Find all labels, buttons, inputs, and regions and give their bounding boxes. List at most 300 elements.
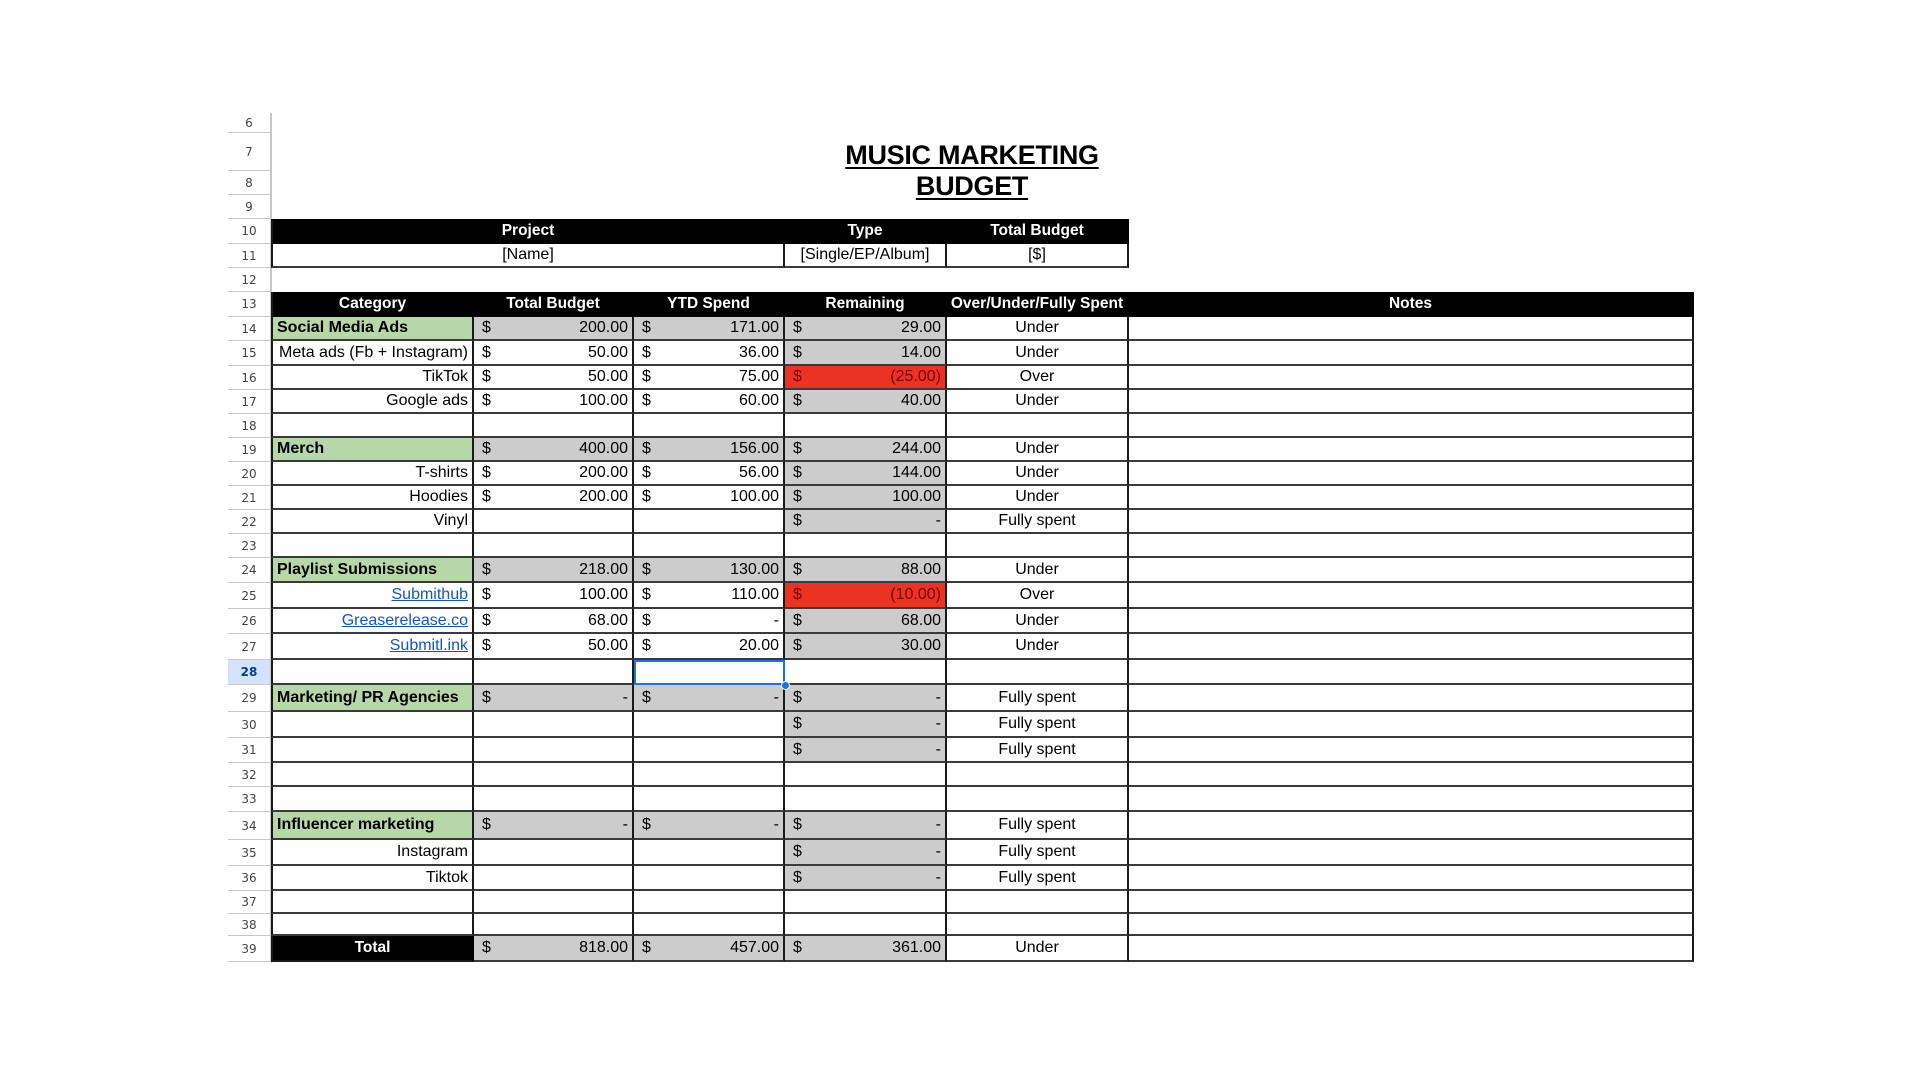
project-header-project: Project (271, 219, 785, 244)
category-label: Google ads (386, 392, 468, 409)
notes-cell-row-17[interactable] (1129, 390, 1694, 414)
category-cell-row-21[interactable] (271, 486, 474, 510)
ytd-spend-cell-row-37[interactable] (634, 891, 785, 914)
row-header-37[interactable]: 37 (228, 891, 271, 914)
ytd-spend-cell-row-25[interactable] (634, 583, 785, 609)
total-budget-cell-row-25-amount: 100.00 (579, 586, 628, 603)
category-cell-row-26[interactable] (271, 609, 474, 634)
remaining-cell-row-30[interactable] (785, 712, 947, 738)
ytd-spend-cell-row-20[interactable] (634, 462, 785, 486)
status-cell-row-16[interactable]: Over (947, 366, 1129, 390)
notes-cell-row-38[interactable] (1129, 914, 1694, 936)
total-budget-cell-row-17-currency: $ (482, 392, 491, 409)
remaining-cell-row-16[interactable] (785, 366, 947, 390)
total-budget-cell-row-17[interactable] (474, 390, 634, 414)
row-header-31[interactable]: 31 (228, 738, 271, 763)
ytd-spend-cell-row-16-amount: 75.00 (738, 368, 779, 385)
total-budget-cell-row-25[interactable] (474, 583, 634, 609)
category-cell-row-23[interactable] (271, 534, 474, 558)
category-cell-row-35[interactable] (271, 840, 474, 866)
ytd-spend-cell-row-18[interactable] (634, 414, 785, 438)
category-cell-row-18[interactable] (271, 414, 474, 438)
status-cell-row-22[interactable]: Fully spent (947, 510, 1129, 534)
notes-cell-row-14[interactable] (1129, 317, 1694, 341)
ytd-spend-cell-row-17-currency: $ (642, 392, 651, 409)
column-header-notes: Notes (1129, 292, 1694, 317)
total-budget-cell-row-21[interactable] (474, 486, 634, 510)
row-header-11[interactable]: 11 (228, 244, 271, 268)
row-header-19[interactable]: 19 (228, 438, 271, 462)
row-header-13[interactable]: 13 (228, 292, 271, 317)
remaining-cell-row-15-currency: $ (793, 343, 802, 361)
remaining-cell-row-24-amount: 88.00 (900, 560, 941, 578)
notes-cell-row-21[interactable] (1129, 486, 1694, 510)
category-label: Vinyl (433, 512, 468, 529)
ytd-spend-cell-row-24-amount: 130.00 (730, 560, 779, 578)
total-budget-cell-row-37[interactable] (474, 891, 634, 914)
total-budget-cell-row-29-currency: $ (482, 688, 491, 706)
remaining-cell-row-24-currency: $ (793, 560, 802, 578)
total-budget-cell-row-33[interactable] (474, 787, 634, 812)
category-cell-row-17[interactable] (271, 390, 474, 414)
notes-cell-row-29[interactable] (1129, 685, 1694, 712)
remaining-cell-row-17[interactable] (785, 390, 947, 414)
notes-cell-row-15[interactable] (1129, 341, 1694, 366)
remaining-cell-row-24[interactable] (785, 558, 947, 583)
remaining-cell-row-25-currency: $ (793, 586, 802, 603)
remaining-cell-row-22-currency: $ (793, 512, 802, 529)
ytd-spend-cell-row-28[interactable] (634, 660, 785, 685)
status-cell-row-37[interactable] (947, 891, 1129, 914)
remaining-cell-row-22-amount: - (935, 512, 941, 529)
total-budget-cell-row-15[interactable] (474, 341, 634, 366)
category-cell-row-34[interactable] (271, 812, 474, 840)
row-header-24[interactable]: 24 (228, 558, 271, 583)
ytd-spend-sum-amount: 457.00 (730, 939, 779, 956)
remaining-cell-row-30-amount: - (935, 715, 941, 732)
total-budget-cell-row-27-amount: 50.00 (587, 637, 628, 654)
ytd-spend-cell-row-27-amount: 20.00 (738, 637, 779, 654)
ytd-spend-cell-row-20-amount: 56.00 (738, 464, 779, 481)
ytd-spend-cell-row-16-currency: $ (642, 368, 651, 385)
total-budget-cell-row-24[interactable] (474, 558, 634, 583)
notes-cell-row-32[interactable] (1129, 763, 1694, 787)
ytd-spend-cell-row-19[interactable] (634, 438, 785, 462)
column-header-total-budget: Total Budget (474, 292, 634, 317)
row-header-8[interactable]: 8 (228, 171, 271, 195)
remaining-cell-row-20[interactable] (785, 462, 947, 486)
total-budget-cell-row-16[interactable] (474, 366, 634, 390)
notes-cell-row-16[interactable] (1129, 366, 1694, 390)
remaining-cell-row-21[interactable] (785, 486, 947, 510)
row-header-27[interactable]: 27 (228, 634, 271, 660)
row-header-35[interactable]: 35 (228, 840, 271, 866)
category-cell-row-27[interactable] (271, 634, 474, 660)
remaining-cell-row-14-amount: 29.00 (900, 319, 941, 336)
category-cell-row-31[interactable] (271, 738, 474, 763)
status-cell-row-30[interactable]: Fully spent (947, 712, 1129, 738)
project-value-total-budget[interactable]: [$] (947, 244, 1129, 268)
status-cell-row-31[interactable]: Fully spent (947, 738, 1129, 763)
ytd-spend-cell-row-27[interactable] (634, 634, 785, 660)
ytd-spend-cell-row-34[interactable] (634, 812, 785, 840)
remaining-cell-row-16-currency: $ (793, 368, 802, 385)
status-cell-row-32[interactable] (947, 763, 1129, 787)
ytd-spend-cell-row-29[interactable] (634, 685, 785, 712)
total-budget-cell-row-21-amount: 200.00 (579, 488, 628, 505)
ytd-spend-cell-row-31[interactable] (634, 738, 785, 763)
status-cell-row-24[interactable]: Under (947, 558, 1129, 583)
row-header-16[interactable]: 16 (228, 366, 271, 390)
remaining-cell-row-14[interactable] (785, 317, 947, 341)
ytd-spend-cell-row-25-amount: 110.00 (731, 586, 779, 603)
total-budget-cell-row-36[interactable] (474, 866, 634, 891)
total-budget-cell-row-16-amount: 50.00 (587, 368, 628, 385)
remaining-cell-row-36[interactable] (785, 866, 947, 891)
total-budget-cell-row-34-amount: - (622, 816, 628, 833)
remaining-cell-row-23[interactable] (785, 534, 947, 558)
notes-cell-row-27[interactable] (1129, 634, 1694, 660)
ytd-spend-cell-row-17-amount: 60.00 (738, 392, 779, 409)
category-cell-row-22[interactable] (271, 510, 474, 534)
ytd-spend-cell-row-14[interactable] (634, 317, 785, 341)
category-cell-row-30[interactable] (271, 712, 474, 738)
ytd-spend-cell-row-38[interactable] (634, 914, 785, 936)
remaining-cell-row-26-currency: $ (793, 611, 802, 629)
remaining-cell-row-37[interactable] (785, 891, 947, 914)
total-budget-cell-row-15-amount: 50.00 (587, 343, 628, 361)
status-cell-row-17[interactable]: Under (947, 390, 1129, 414)
notes-cell-row-25[interactable] (1129, 583, 1694, 609)
category-label: Meta ads (Fb + Instagram) (279, 343, 468, 361)
row-header-23[interactable]: 23 (228, 534, 271, 558)
ytd-spend-cell-row-15-amount: 36.00 (738, 343, 779, 361)
notes-cell-row-28[interactable] (1129, 660, 1694, 685)
row-header-26[interactable]: 26 (228, 609, 271, 634)
ytd-spend-cell-row-36[interactable] (634, 866, 785, 891)
status-cell-row-34[interactable]: Fully spent (947, 812, 1129, 840)
row-header-9[interactable]: 9 (228, 195, 271, 219)
remaining-cell-row-34[interactable] (785, 812, 947, 840)
total-budget-cell-row-19[interactable] (474, 438, 634, 462)
total-budget-cell-row-34-currency: $ (482, 816, 491, 833)
total-budget-cell-row-27[interactable] (474, 634, 634, 660)
column-header-category: Category (271, 292, 474, 317)
ytd-spend-cell-row-21-currency: $ (642, 488, 651, 505)
row-header-18[interactable]: 18 (228, 414, 271, 438)
ytd-spend-cell-row-24-currency: $ (642, 560, 651, 578)
project-header-total-budget: Total Budget (947, 219, 1129, 244)
remaining-cell-row-16-amount: (25.00) (890, 368, 941, 385)
category-cell-row-38[interactable] (271, 914, 474, 936)
total-budget-cell-row-28[interactable] (474, 660, 634, 685)
ytd-spend-cell-row-34-amount: - (773, 816, 779, 833)
remaining-cell-row-32[interactable] (785, 763, 947, 787)
total-budget-cell-row-20-amount: 200.00 (579, 464, 628, 481)
total-budget-cell-row-16-currency: $ (482, 368, 491, 385)
total-budget-cell-row-29-amount: - (622, 688, 628, 706)
row-header-15[interactable]: 15 (228, 341, 271, 366)
total-budget-cell-row-22[interactable] (474, 510, 634, 534)
remaining-cell-row-31-amount: - (935, 740, 941, 758)
remaining-cell-row-19[interactable] (785, 438, 947, 462)
remaining-cell-row-20-amount: 144.00 (892, 464, 941, 481)
remaining-cell-row-35-amount: - (935, 843, 941, 860)
remaining-cell-row-31[interactable] (785, 738, 947, 763)
column-header-remaining: Remaining (785, 292, 947, 317)
row-header-25[interactable]: 25 (228, 583, 271, 609)
total-budget-cell-row-20-currency: $ (482, 464, 491, 481)
ytd-spend-cell-row-29-currency: $ (642, 688, 651, 706)
status-cell-row-27[interactable]: Under (947, 634, 1129, 660)
ytd-spend-cell-row-14-amount: 171.00 (730, 319, 779, 336)
remaining-cell-row-31-currency: $ (793, 740, 802, 758)
category-cell-row-29[interactable] (271, 685, 474, 712)
total-label-cell: Total (271, 936, 474, 962)
status-cell-row-25[interactable]: Over (947, 583, 1129, 609)
notes-cell-row-26[interactable] (1129, 609, 1694, 634)
ytd-spend-cell-row-19-currency: $ (642, 440, 651, 457)
row-header-32[interactable]: 32 (228, 763, 271, 787)
row-header-20[interactable]: 20 (228, 462, 271, 486)
ytd-spend-cell-row-22[interactable] (634, 510, 785, 534)
remaining-cell-row-25-amount: (10.00) (890, 586, 941, 603)
notes-cell-row-23[interactable] (1129, 534, 1694, 558)
row-header-34[interactable]: 34 (228, 812, 271, 840)
remaining-cell-row-27-amount: 30.00 (900, 637, 941, 654)
status-cell-row-18[interactable] (947, 414, 1129, 438)
remaining-cell-row-21-currency: $ (793, 488, 802, 505)
remaining-cell-row-35[interactable] (785, 840, 947, 866)
row-header-12[interactable]: 12 (228, 268, 271, 292)
total-budget-cell-row-14-amount: 200.00 (579, 319, 628, 336)
notes-cell-row-36[interactable] (1129, 866, 1694, 891)
total-budget-cell-row-38[interactable] (474, 914, 634, 936)
remaining-cell-row-27[interactable] (785, 634, 947, 660)
status-cell-row-29[interactable]: Fully spent (947, 685, 1129, 712)
total-budget-cell-row-30[interactable] (474, 712, 634, 738)
ytd-spend-cell-row-26-currency: $ (642, 611, 651, 629)
ytd-spend-cell-row-24[interactable] (634, 558, 785, 583)
total-budget-cell-row-24-amount: 218.00 (579, 560, 628, 578)
category-link[interactable]: Submithub (391, 586, 468, 603)
notes-cell-row-19[interactable] (1129, 438, 1694, 462)
ytd-spend-cell-row-30[interactable] (634, 712, 785, 738)
remaining-cell-row-15[interactable] (785, 341, 947, 366)
category-cell-row-32[interactable] (271, 763, 474, 787)
remaining-sum-currency: $ (793, 939, 802, 956)
ytd-spend-cell-row-34-currency: $ (642, 816, 651, 833)
row-header-6[interactable]: 6 (228, 113, 271, 133)
category-link[interactable]: Greaserelease.co (341, 611, 468, 629)
ytd-spend-cell-row-21[interactable] (634, 486, 785, 510)
category-cell-row-20[interactable] (271, 462, 474, 486)
total-budget-cell-row-14[interactable] (474, 317, 634, 341)
remaining-cell-row-17-amount: 40.00 (900, 392, 941, 409)
ytd-spend-sum[interactable] (634, 936, 785, 962)
total-budget-cell-row-27-currency: $ (482, 637, 491, 654)
row-header-14[interactable]: 14 (228, 317, 271, 341)
row-header-38[interactable]: 38 (228, 914, 271, 936)
ytd-spend-cell-row-35[interactable] (634, 840, 785, 866)
total-budget-cell-row-21-currency: $ (482, 488, 491, 505)
remaining-cell-row-34-currency: $ (793, 816, 802, 833)
remaining-cell-row-33[interactable] (785, 787, 947, 812)
total-budget-cell-row-25-currency: $ (482, 586, 491, 603)
notes-cell-row-35[interactable] (1129, 840, 1694, 866)
remaining-cell-row-19-currency: $ (793, 440, 802, 457)
total-status-cell[interactable]: Under (947, 936, 1129, 962)
category-cell-row-33[interactable] (271, 787, 474, 812)
row-header-7[interactable]: 7 (228, 133, 271, 171)
remaining-cell-row-15-amount: 14.00 (900, 343, 941, 361)
row-header-22[interactable]: 22 (228, 510, 271, 534)
status-cell-row-36[interactable]: Fully spent (947, 866, 1129, 891)
notes-cell-row-37[interactable] (1129, 891, 1694, 914)
total-budget-cell-row-26[interactable] (474, 609, 634, 634)
category-label: TikTok (422, 368, 468, 385)
total-budget-cell-row-23[interactable] (474, 534, 634, 558)
category-cell-row-37[interactable] (271, 891, 474, 914)
ytd-spend-cell-row-32[interactable] (634, 763, 785, 787)
category-label: Merch (277, 440, 325, 457)
remaining-cell-row-28[interactable] (785, 660, 947, 685)
status-cell-row-26[interactable]: Under (947, 609, 1129, 634)
total-budget-cell-row-15-currency: $ (482, 343, 491, 361)
category-label: Marketing/ PR Agencies (277, 688, 459, 706)
category-cell-row-14[interactable] (271, 317, 474, 341)
row-header-30[interactable]: 30 (228, 712, 271, 738)
total-budget-sum[interactable] (474, 936, 634, 962)
total-notes-cell[interactable] (1129, 936, 1694, 962)
ytd-spend-cell-row-17[interactable] (634, 390, 785, 414)
row-header-36[interactable]: 36 (228, 866, 271, 891)
row-header-28[interactable]: 28 (228, 660, 271, 685)
remaining-cell-row-38[interactable] (785, 914, 947, 936)
category-link[interactable]: Submitl.ink (389, 637, 468, 654)
column-header-ytd-spend: YTD Spend (634, 292, 785, 317)
remaining-cell-row-26[interactable] (785, 609, 947, 634)
status-cell-row-38[interactable] (947, 914, 1129, 936)
category-label: Hoodies (409, 488, 468, 505)
notes-cell-row-34[interactable] (1129, 812, 1694, 840)
row-header-10[interactable]: 10 (228, 219, 271, 244)
row-header-33[interactable]: 33 (228, 787, 271, 812)
remaining-cell-row-34-amount: - (935, 816, 941, 833)
ytd-spend-cell-row-15[interactable] (634, 341, 785, 366)
ytd-spend-cell-row-27-currency: $ (642, 637, 651, 654)
total-budget-cell-row-24-currency: $ (482, 560, 491, 578)
total-budget-cell-row-19-currency: $ (482, 440, 491, 457)
status-cell-row-14[interactable]: Under (947, 317, 1129, 341)
total-budget-cell-row-35[interactable] (474, 840, 634, 866)
notes-cell-row-20[interactable] (1129, 462, 1694, 486)
ytd-spend-cell-row-26[interactable] (634, 609, 785, 634)
total-budget-cell-row-29[interactable] (474, 685, 634, 712)
remaining-sum[interactable] (785, 936, 947, 962)
remaining-cell-row-36-currency: $ (793, 868, 802, 886)
status-cell-row-28[interactable] (947, 660, 1129, 685)
status-cell-row-15[interactable]: Under (947, 341, 1129, 366)
ytd-spend-cell-row-23[interactable] (634, 534, 785, 558)
ytd-spend-cell-row-16[interactable] (634, 366, 785, 390)
category-cell-row-15[interactable] (271, 341, 474, 366)
project-header-type: Type (785, 219, 947, 244)
category-cell-row-28[interactable] (271, 660, 474, 685)
remaining-cell-row-17-currency: $ (793, 392, 802, 409)
notes-cell-row-22[interactable] (1129, 510, 1694, 534)
row-header-17[interactable]: 17 (228, 390, 271, 414)
remaining-cell-row-22[interactable] (785, 510, 947, 534)
remaining-cell-row-29[interactable] (785, 685, 947, 712)
ytd-spend-cell-row-20-currency: $ (642, 464, 651, 481)
remaining-cell-row-29-amount: - (935, 688, 941, 706)
total-budget-cell-row-31[interactable] (474, 738, 634, 763)
total-budget-cell-row-32[interactable] (474, 763, 634, 787)
category-cell-row-36[interactable] (271, 866, 474, 891)
project-value-type[interactable]: [Single/EP/Album] (785, 244, 947, 268)
ytd-spend-cell-row-33[interactable] (634, 787, 785, 812)
total-budget-cell-row-19-amount: 400.00 (579, 440, 628, 457)
total-budget-cell-row-18[interactable] (474, 414, 634, 438)
ytd-spend-cell-row-14-currency: $ (642, 319, 651, 336)
ytd-spend-cell-row-26-amount: - (773, 611, 779, 629)
ytd-spend-cell-row-29-amount: - (773, 688, 779, 706)
ytd-spend-cell-row-21-amount: 100.00 (730, 488, 779, 505)
notes-cell-row-31[interactable] (1129, 738, 1694, 763)
total-budget-cell-row-17-amount: 100.00 (579, 392, 628, 409)
total-budget-cell-row-34[interactable] (474, 812, 634, 840)
row-header-39[interactable]: 39 (228, 936, 271, 962)
remaining-cell-row-20-currency: $ (793, 464, 802, 481)
status-cell-row-21[interactable]: Under (947, 486, 1129, 510)
remaining-cell-row-19-amount: 244.00 (892, 440, 941, 457)
remaining-sum-amount: 361.00 (892, 939, 941, 956)
project-value-project[interactable]: [Name] (271, 244, 785, 268)
total-budget-cell-row-14-currency: $ (482, 319, 491, 336)
column-header-status: Over/Under/Fully Spent (947, 292, 1129, 317)
sheet-title: MUSIC MARKETING BUDGET (845, 140, 1099, 201)
remaining-cell-row-25[interactable] (785, 583, 947, 609)
remaining-cell-row-35-currency: $ (793, 843, 802, 860)
category-cell-row-16[interactable] (271, 366, 474, 390)
status-cell-row-35[interactable]: Fully spent (947, 840, 1129, 866)
total-budget-cell-row-20[interactable] (474, 462, 634, 486)
notes-cell-row-18[interactable] (1129, 414, 1694, 438)
category-cell-row-24[interactable] (271, 558, 474, 583)
ytd-spend-cell-row-25-currency: $ (642, 586, 651, 603)
status-cell-row-23[interactable] (947, 534, 1129, 558)
row-header-29[interactable]: 29 (228, 685, 271, 712)
total-budget-cell-row-26-currency: $ (482, 611, 491, 629)
total-budget-sum-amount: 818.00 (579, 939, 628, 956)
status-cell-row-19[interactable]: Under (947, 438, 1129, 462)
selection-fill-handle[interactable] (781, 681, 790, 690)
category-label: Playlist Submissions (277, 560, 438, 578)
notes-cell-row-24[interactable] (1129, 558, 1694, 583)
notes-cell-row-30[interactable] (1129, 712, 1694, 738)
status-cell-row-20[interactable]: Under (947, 462, 1129, 486)
status-cell-row-33[interactable] (947, 787, 1129, 812)
category-cell-row-25[interactable] (271, 583, 474, 609)
category-cell-row-19[interactable] (271, 438, 474, 462)
remaining-cell-row-18[interactable] (785, 414, 947, 438)
notes-cell-row-33[interactable] (1129, 787, 1694, 812)
remaining-cell-row-21-amount: 100.00 (892, 488, 941, 505)
total-budget-cell-row-26-amount: 68.00 (587, 611, 628, 629)
category-label: Influencer marketing (277, 816, 435, 833)
row-header-21[interactable]: 21 (228, 486, 271, 510)
